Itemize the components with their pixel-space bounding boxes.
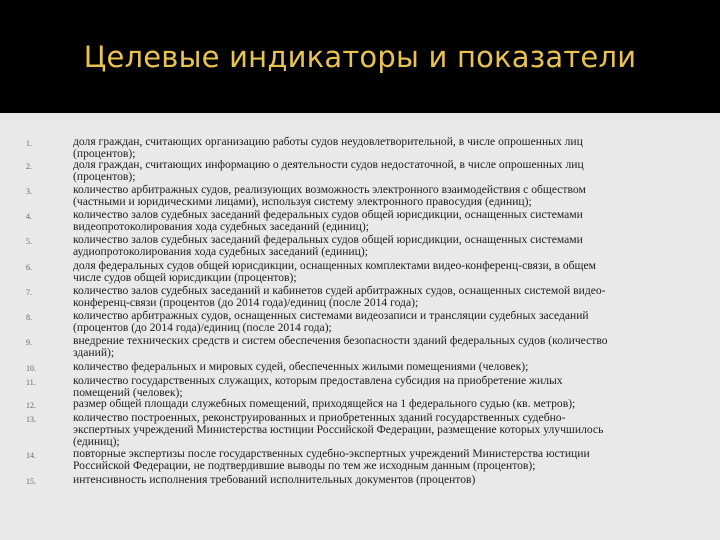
item-number: 2. [26,162,32,171]
item-number: 14. [26,451,36,460]
item-number: 13. [26,415,36,424]
item-text: количество арбитражных судов, реализующих возможность электронного взаимодействия с обществом (частными и юридическими лицами), используя систему электронного правосудия (единиц); [73,183,586,208]
item-text: количество залов судебных заседаний федеральных судов общей юрисдикции, оснащенных системами аудиопротоколирования хода судебных заседаний (единиц); [73,233,583,258]
item-text: внедрение технических средств и систем обеспечения безопасности зданий федеральных судов (количество зданий); [73,334,608,359]
item-text: доля федеральных судов общей юрисдикции, оснащенных комплектами видео-конференц-связи, в общем числе судов общей юрисдикции (процентов); [73,259,596,284]
item-text: количество построенных, реконструированных и приобретенных зданий государственных судебно- экспертных учреждений Министерства юстиции Российской Федерации, размещение которых улучшилось (единиц); [73,411,604,448]
item-number: 5. [26,237,32,246]
item-text: размер общей площади служебных помещений, приходящейся на 1 федерального судью (кв. метров); [73,397,576,410]
item-number: 7. [26,288,32,297]
item-text: доля граждан, считающих организацию работы судов неудовлетворительной, в числе опрошенных лиц (процентов); [73,135,583,160]
item-number: 4. [26,212,32,221]
item-text: интенсивность исполнения требований исполнительных документов (процентов) [73,473,476,486]
item-text: повторные экспертизы после государственных судебно-экспертных учреждений Министерства юстиции Российской Федерации, не подтвердившие выводы по тем же исходным данным (процентов); [73,447,590,472]
item-number: 10. [26,364,36,373]
item-text: количество федеральных и мировых судей, обеспеченных жилыми помещениями (человек); [73,360,529,373]
item-number: 8. [26,313,32,322]
item-number: 9. [26,338,32,347]
item-number: 1. [26,139,32,148]
item-number: 6. [26,263,32,272]
item-text: количество залов судебных заседаний и кабинетов судей арбитражных судов, оснащенных системой видео- конференц-связи (процентов (до 2014 года)/единиц (после 2014 года); [73,284,606,309]
item-text: доля граждан, считающих информацию о деятельности судов недостаточной, в числе опрошенных лиц (процентов); [73,158,584,183]
item-text: количество государственных служащих, которым предоставлена субсидия на приобретение жилых помещений (человек); [73,374,563,399]
title-bar [0,0,720,113]
item-number: 12. [26,401,36,410]
item-number: 15. [26,477,36,486]
item-number: 3. [26,187,32,196]
item-text: количество арбитражных судов, оснащенных системами видеозаписи и трансляции судебных заседаний (процентов (до 2014 года)/единиц (после 2014 года); [73,309,589,334]
item-text: количество залов судебных заседаний федеральных судов общей юрисдикции, оснащенных системами видеопротоколирования хода судебных заседаний (единиц); [73,208,583,233]
slide-title: Целевые индикаторы и показатели [83,40,637,74]
item-number: 11. [26,378,36,387]
